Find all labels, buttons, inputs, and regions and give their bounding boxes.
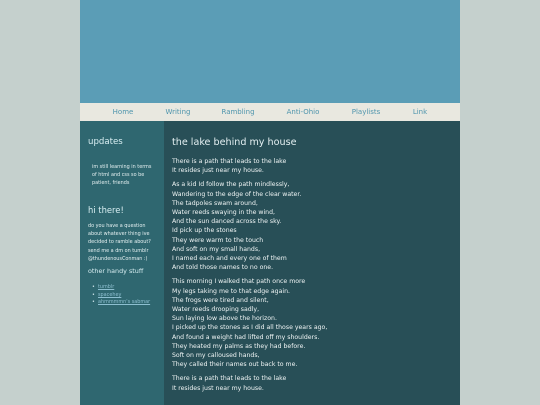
updates-text: im still learning in terms of html and css so be patient, friends <box>92 164 152 187</box>
poem-line: This morning I walked that path once more <box>172 278 306 286</box>
sidebar <box>80 121 164 405</box>
poem-line: It resides just near my house. <box>172 384 264 392</box>
page <box>80 0 460 405</box>
poem-body <box>172 157 456 398</box>
poem-line: The tadpoles swam around, <box>172 199 258 207</box>
poem-line: And the sun danced across the sky. <box>172 218 282 226</box>
stanza-3 <box>172 277 456 369</box>
nav-home-link[interactable]: Home <box>112 108 134 116</box>
handy-stuff-heading: other handy stuff <box>88 267 144 275</box>
poem-line: Id pick up the stones <box>172 227 237 235</box>
poem-line: I picked up the stones as I did all those years ago, <box>172 324 328 332</box>
poem-line: They heated my palms as they had before. <box>172 342 306 350</box>
poem-line: The frogs were tired and silent, <box>172 296 269 304</box>
nav-rambling-link[interactable]: Rambling <box>221 108 255 116</box>
poem-line: Water reeds swaying in the wind, <box>172 209 275 217</box>
poem-line: Wandering to the edge of the clear water. <box>172 190 302 198</box>
poem-line: I named each and every one of them <box>172 255 287 263</box>
nav-bar <box>80 103 460 121</box>
main-content <box>164 121 460 405</box>
poem-line: They were warm to the touch <box>172 236 264 244</box>
header-banner <box>80 0 460 103</box>
poem-line: And soft on my small hands, <box>172 245 261 253</box>
handy-links-list <box>98 284 150 307</box>
poem-line: They called their names out back to me. <box>172 361 298 369</box>
poem-line: Soft on my calloused hands, <box>172 352 260 360</box>
link-spacehey[interactable]: • spacehey <box>98 292 150 300</box>
post-title: the lake behind my house <box>172 137 297 148</box>
stanza-1 <box>172 157 456 175</box>
poem-line: It resides just near my house. <box>172 167 264 175</box>
poem-line: My legs taking me to that edge again. <box>172 287 291 295</box>
poem-line: Water reeds drooping sadly, <box>172 306 260 314</box>
poem-line: There is a path that leads to the lake <box>172 375 287 383</box>
poem-line: There is a path that leads to the lake <box>172 158 287 165</box>
nav-anti-ohio-link[interactable]: Anti-Ohio <box>286 108 320 116</box>
hi-there-heading: hi there! <box>88 205 124 215</box>
poem-line: And found a weight had lifted off my shoulders. <box>172 333 320 341</box>
link-tumblr[interactable]: • tumblr <box>98 284 150 292</box>
poem-line: As a kid Id follow the path mindlessly, <box>172 181 290 189</box>
nav-playlists-link[interactable]: Playlists <box>351 108 381 116</box>
updates-heading: updates <box>88 137 123 147</box>
nav-link-link[interactable]: Link <box>412 108 428 116</box>
poem-line: And told those names to no one. <box>172 264 274 272</box>
poem-line: Sun laying low above the horizon. <box>172 315 277 323</box>
nav-writing-link[interactable]: Writing <box>165 108 191 116</box>
hi-there-text: do you have a question about whatever thing ive decided to ramble about? send me a dm on tumblr @thundenousConman :) <box>88 223 151 262</box>
link-third[interactable]: • ahmmmmn's sabmar <box>98 299 150 307</box>
stanza-2 <box>172 180 456 272</box>
stanza-4 <box>172 374 456 392</box>
